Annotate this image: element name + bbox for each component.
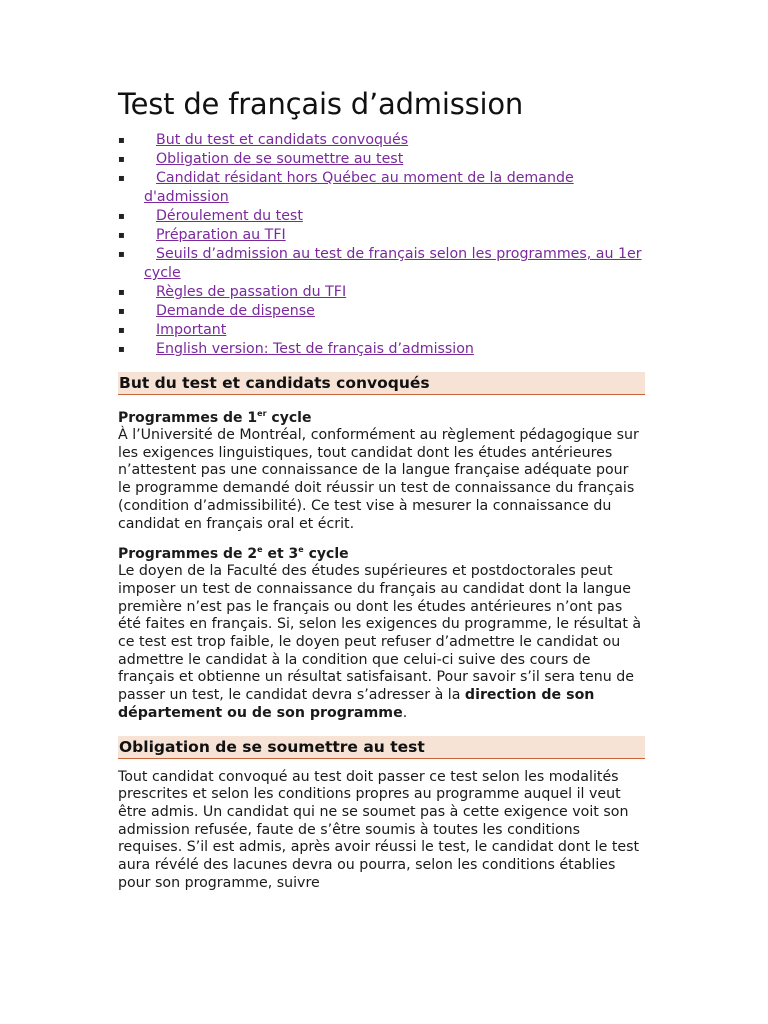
toc-item — [118, 207, 645, 226]
toc-link-seuils[interactable]: Seuils d’admission au test de français selon les programmes, au 1er cycle — [144, 246, 642, 281]
toc-item — [118, 302, 645, 321]
toc-item — [118, 340, 645, 359]
toc-link-preparation[interactable]: Préparation au TFI — [156, 227, 286, 243]
toc-item — [118, 321, 645, 340]
toc-item — [118, 131, 645, 150]
subheading-premier-cycle — [118, 405, 645, 427]
document-page — [118, 86, 645, 892]
toc-link-important[interactable]: Important — [156, 322, 227, 338]
bullet-icon: ▪ — [118, 173, 125, 184]
superscript: er — [257, 409, 267, 418]
paragraph-bold-text: direction de son département ou de son programme — [118, 687, 595, 721]
bullet-icon: ▪ — [118, 287, 125, 298]
toc-link-deroulement[interactable]: Déroulement du test — [156, 208, 303, 224]
subheading-text: Programmes de 2 — [118, 546, 258, 563]
table-of-contents — [118, 131, 645, 359]
toc-item — [118, 245, 645, 283]
bullet-icon: ▪ — [118, 306, 125, 317]
subheading-text: cycle — [266, 410, 312, 426]
paragraph-cycles-superieurs — [118, 563, 645, 722]
toc-item — [118, 169, 645, 207]
toc-link-but-du-test[interactable]: But du test et candidats convoqués — [156, 132, 409, 148]
toc-link-hors-quebec[interactable]: Candidat résidant hors Québec au moment de la demande d'admission — [144, 170, 574, 205]
toc-link-regles[interactable]: Règles de passation du TFI — [156, 284, 347, 300]
section-heading-obligation: Obligation de se soumettre au test — [118, 736, 645, 759]
bullet-icon: ▪ — [118, 249, 125, 260]
bullet-icon: ▪ — [118, 154, 125, 165]
subheading-text: Programmes de 1 — [118, 410, 258, 426]
toc-item — [118, 283, 645, 302]
toc-link-english[interactable]: English version: Test de français d’admission — [156, 341, 474, 357]
subheading-text: cycle — [303, 546, 349, 563]
bullet-icon: ▪ — [118, 230, 125, 241]
toc-link-obligation[interactable]: Obligation de se soumettre au test — [156, 151, 404, 167]
section-heading-but-du-test: But du test et candidats convoqués — [118, 372, 645, 395]
bullet-icon: ▪ — [118, 211, 125, 222]
paragraph-obligation: Tout candidat convoqué au test doit passer ce test selon les modalités prescrites et selon les conditions propres au programme auquel il veut être admis. Un candidat qui ne se soumet pas à cette exigence voit son admission refusée, faute de s’être soumis à toutes les conditions requises. S’il est admis, après avoir réussi le test, le candidat dont le test aura révélé des lacunes devra ou pourra, selon les conditions établies pour son programme, suivre — [118, 768, 640, 891]
subheading-text: et 3 — [262, 546, 299, 563]
toc-item — [118, 226, 645, 245]
page-title: Test de français d’admission — [118, 87, 524, 121]
paragraph-text: Le doyen de la Faculté des études supérieures et postdoctorales peut imposer un test de connaissance du français au candidat dont la langue première n’est pas le français ou dont les études antérieures n’ont pas été faites en français. Si, selon les exigences du programme, le résultat à ce test est trop faible, le doyen peut refuser d’admettre le candidat ou admettre le candidat à la condition que celui-ci suive des cours de français et obtienne un résultat satisfaisant. Pour savoir s’il sera tenu de passer un test, le candidat devra s’adresser à la — [118, 563, 642, 704]
bullet-icon: ▪ — [118, 325, 125, 336]
paragraph-text: . — [402, 704, 408, 721]
superscript: e — [257, 545, 263, 555]
paragraph-premier-cycle: À l’Université de Montréal, conformément au règlement pédagogique sur les exigences linguistiques, tout candidat dont les études antérieures n’attestent pas une connaissance de la langue française adéquate pour le programme demandé doit réussir un test de connaissance du français (condition d’admissibilité). Ce test vise à mesurer la connaissance du candidat en français oral et écrit. — [118, 427, 639, 532]
toc-link-dispense[interactable]: Demande de dispense — [156, 303, 315, 319]
subheading-cycles-superieurs — [118, 541, 645, 563]
bullet-icon: ▪ — [118, 344, 125, 355]
superscript: e — [298, 545, 304, 555]
bullet-icon: ▪ — [118, 135, 125, 146]
toc-item — [118, 150, 645, 169]
